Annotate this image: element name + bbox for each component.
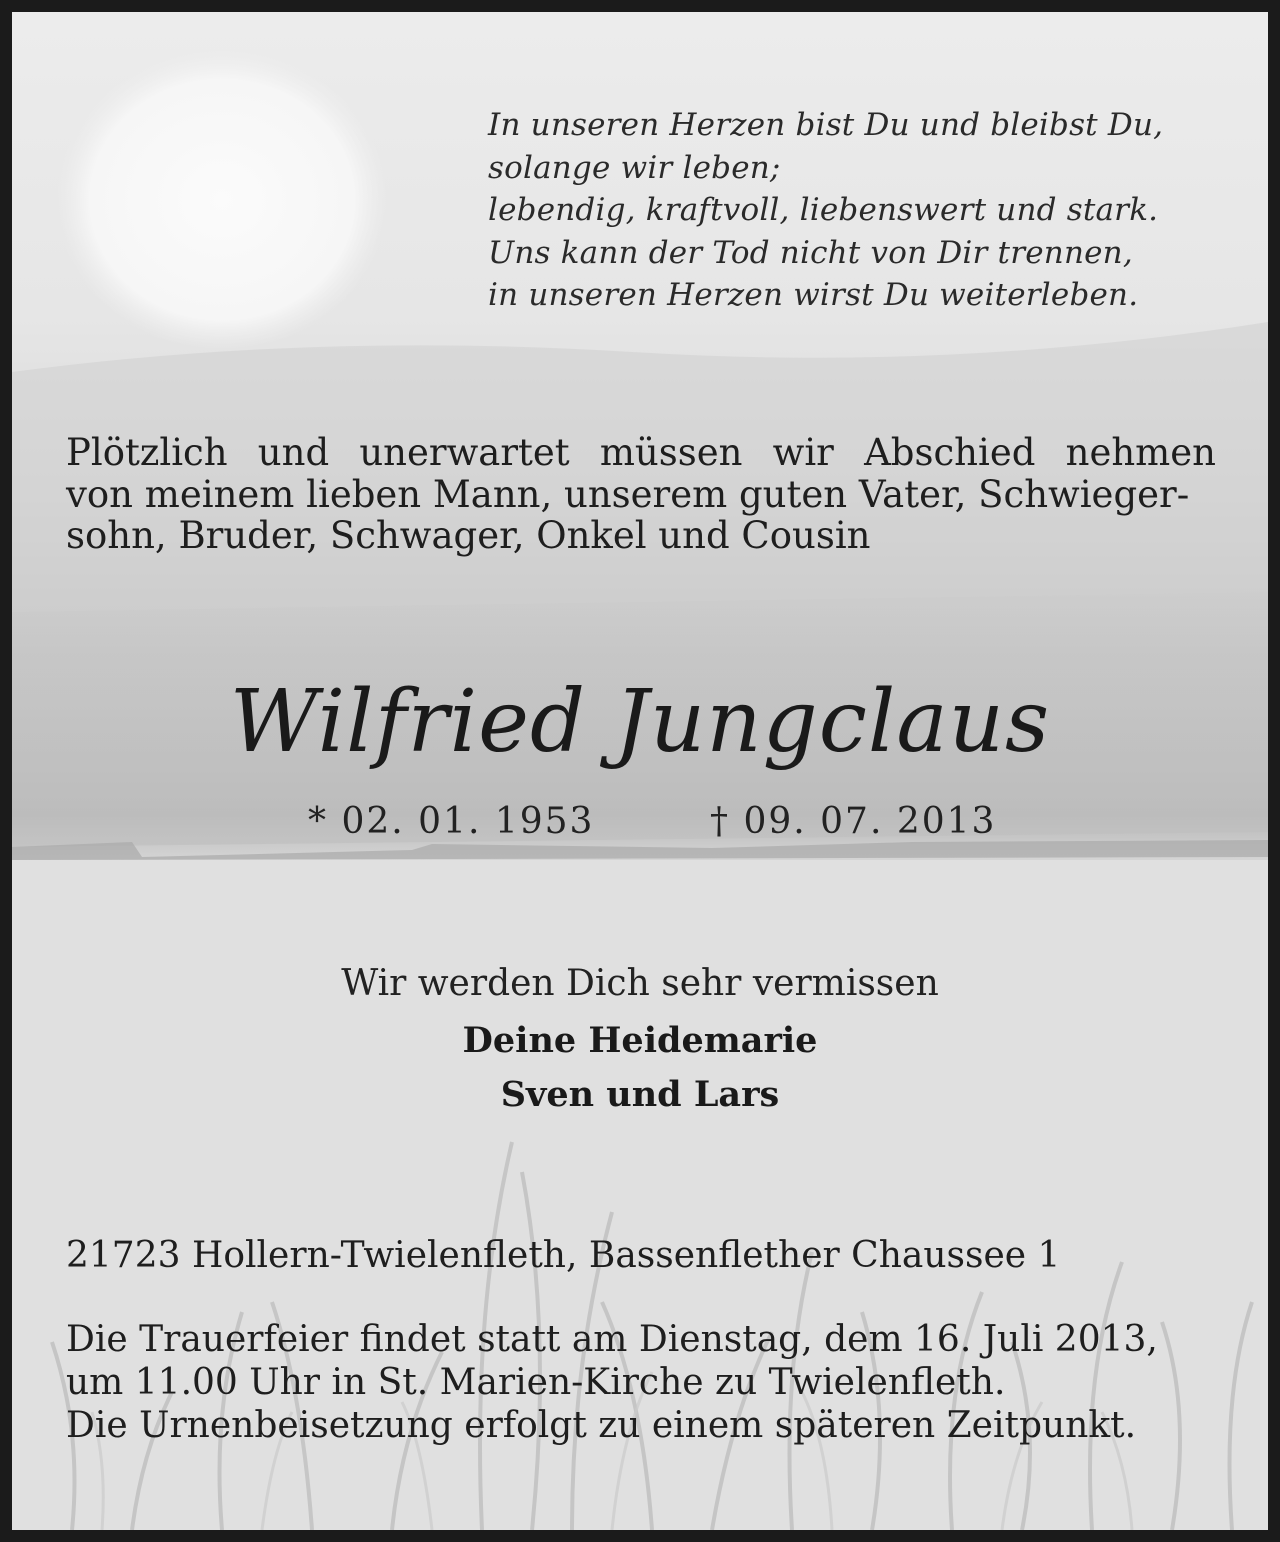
mourner-signature: Deine Heidemarie (462, 1020, 818, 1061)
mourner-signature: Sven und Lars (500, 1074, 780, 1115)
announcement-line: Plötzlich und unerwartet müssen wir Abschied nehmen (66, 431, 1216, 474)
poem-line: Uns kann der Tod nicht von Dir trennen, (488, 234, 1133, 271)
memorial-poem (488, 104, 1248, 317)
death-date: † 09. 07. 2013 (710, 801, 997, 842)
birth-date: * 02. 01. 1953 (308, 801, 595, 842)
deceased-name: Wilfried Jungclaus (229, 672, 1051, 772)
service-line: um 11.00 Uhr in St. Marien-Kirche zu Twielenfleth. (66, 1362, 1006, 1403)
poem-line: in unseren Herzen wirst Du weiterleben. (488, 277, 1139, 313)
announcement-line: sohn, Bruder, Schwager, Onkel und Cousin (66, 514, 871, 557)
announcement-line: von meinem lieben Mann, unserem guten Vater, Schwieger- (66, 472, 1190, 516)
poem-line: lebendig, kraftvoll, liebenswert und stark. (488, 192, 1159, 228)
poem-line: solange wir leben; (488, 149, 781, 186)
announcement-text (66, 432, 1216, 557)
service-line: Die Trauerfeier findet statt am Dienstag, dem 16. Juli 2013, (66, 1319, 1158, 1360)
sun-shape (57, 50, 387, 350)
farewell-line: Wir werden Dich sehr vermissen (341, 963, 939, 1004)
service-line: Die Urnenbeisetzung erfolgt zu einem späteren Zeitpunkt. (66, 1405, 1137, 1446)
funeral-service-info (66, 1318, 1226, 1447)
poem-line: In unseren Herzen bist Du und bleibst Du, (488, 107, 1164, 143)
family-address: 21723 Hollern-Twielenfleth, Bassenflether Chaussee 1 (66, 1235, 1061, 1276)
